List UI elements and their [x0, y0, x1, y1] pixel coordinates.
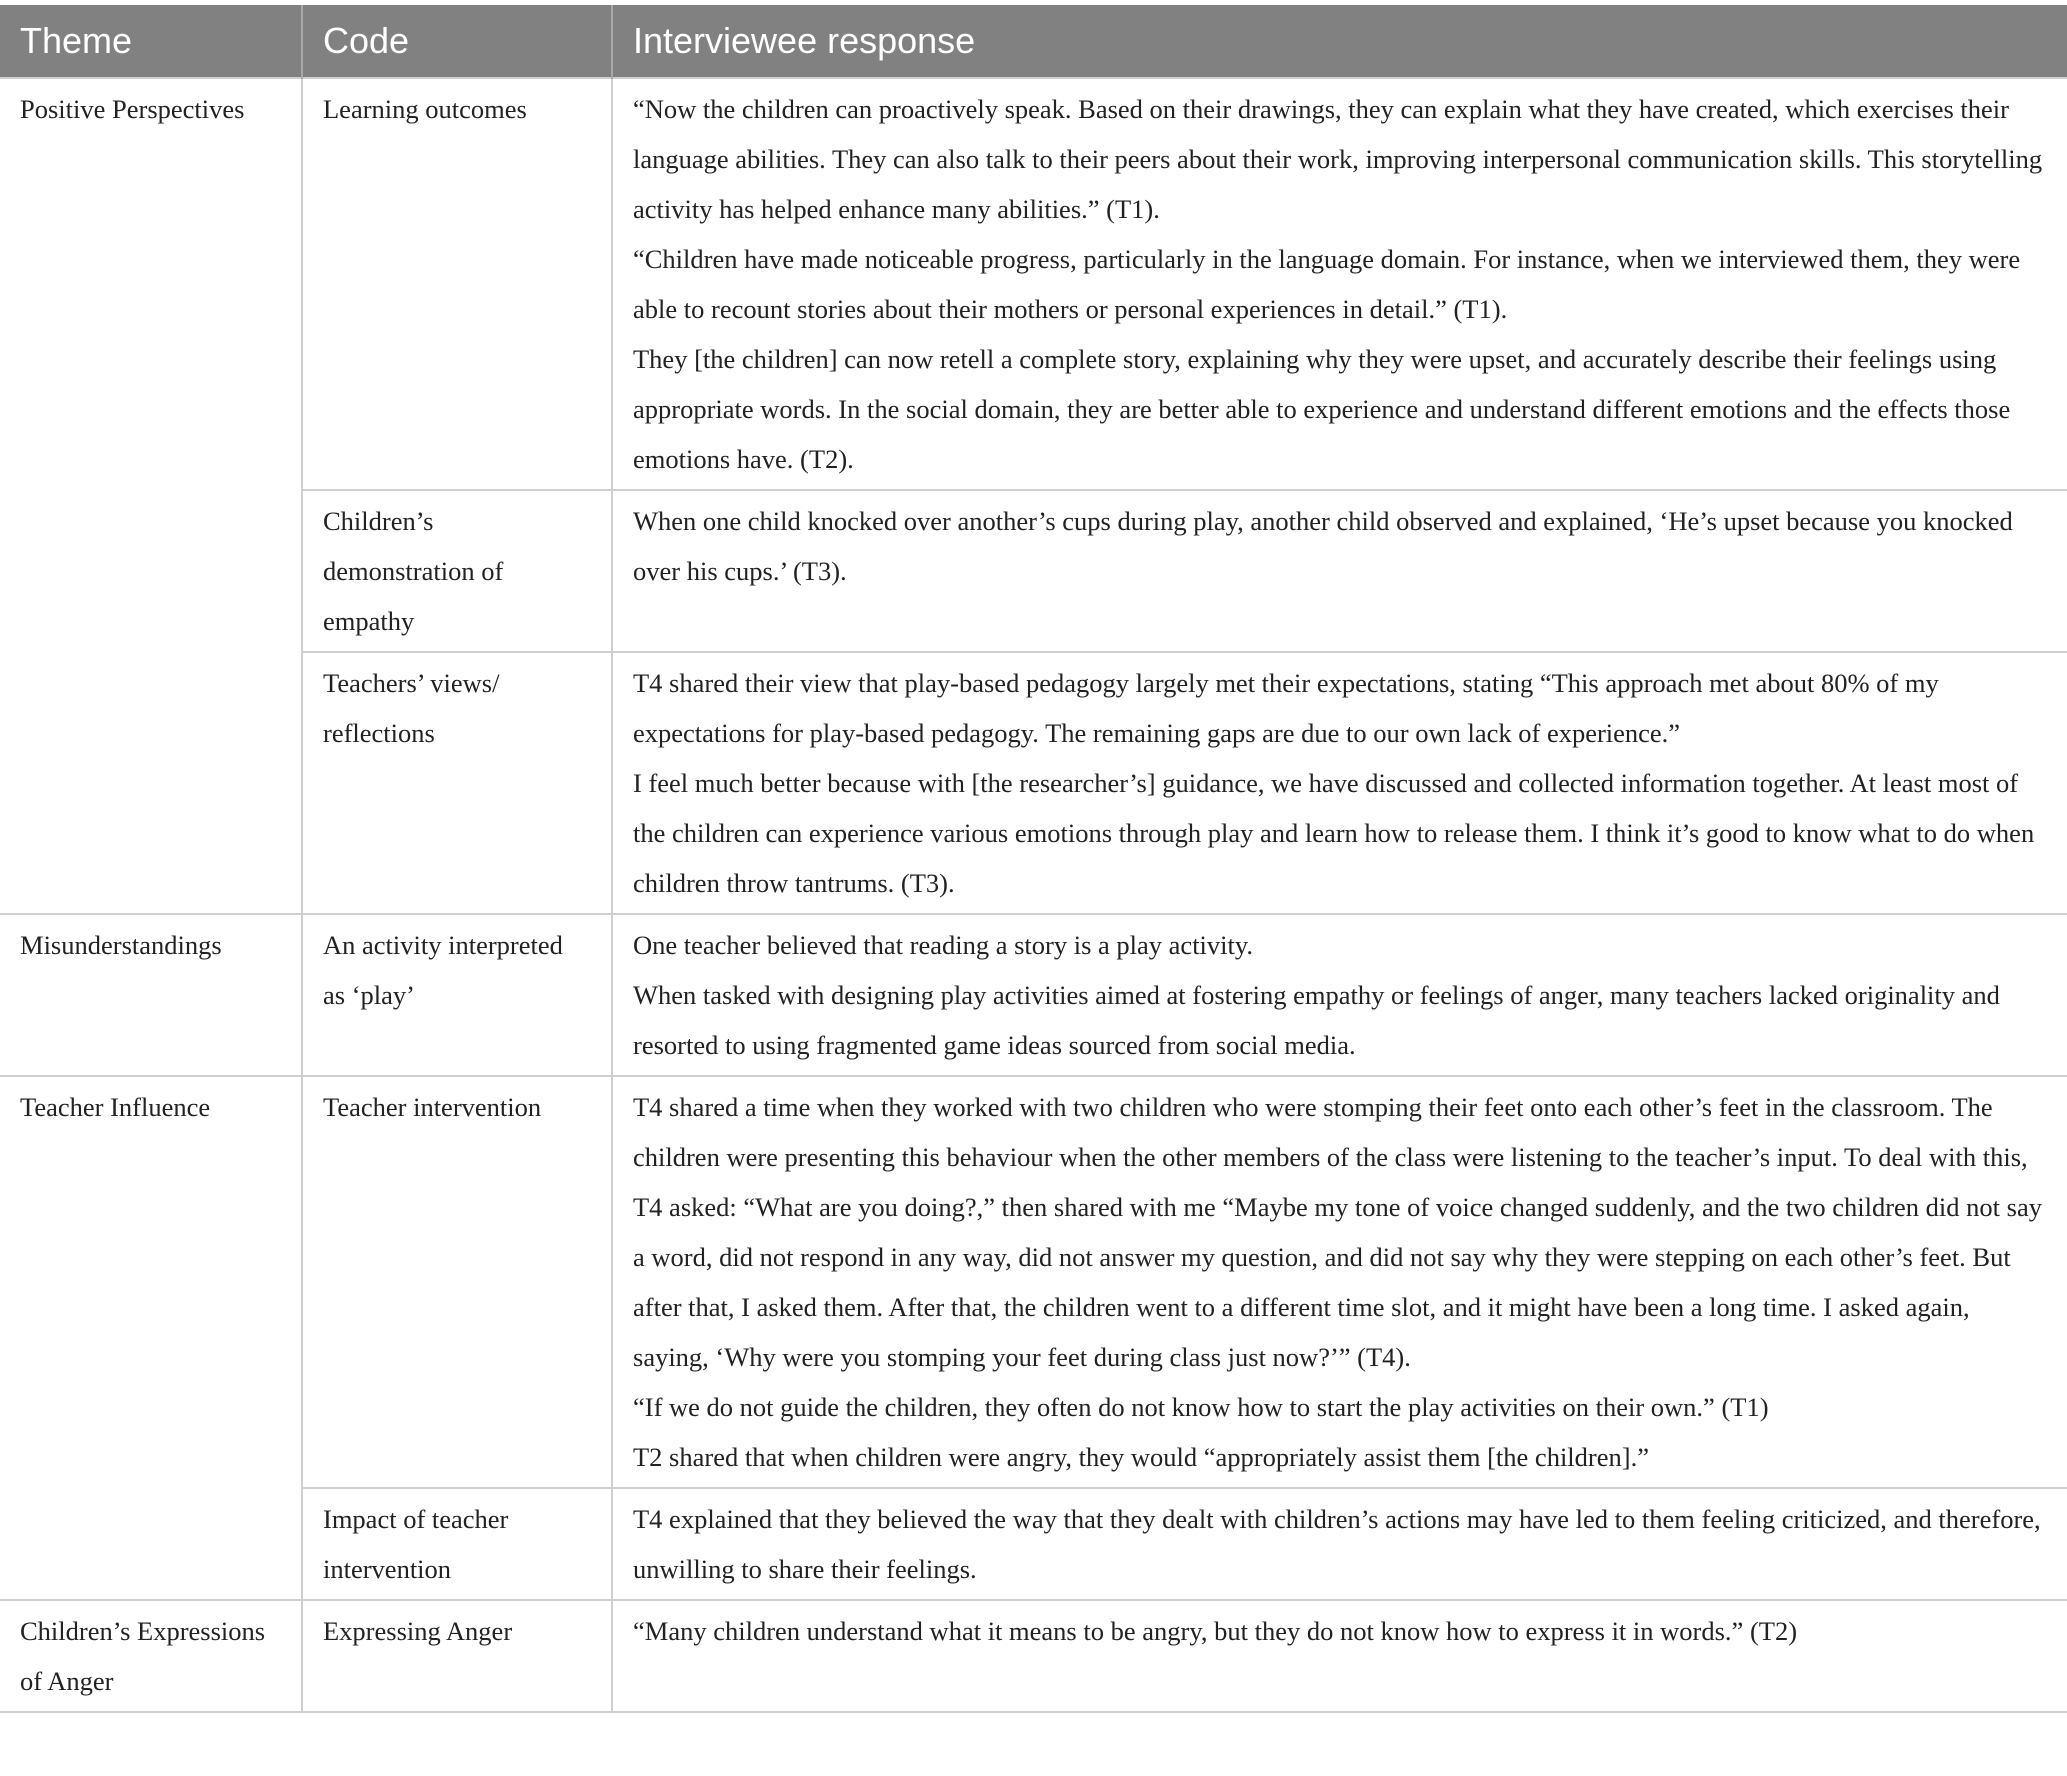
- response-cell: [612, 1600, 2067, 1712]
- header-code: Code: [302, 5, 612, 78]
- response-paragraph: One teacher believed that reading a story is a play activity.: [633, 930, 1254, 960]
- code-cell: Children’s demonstration of empathy: [302, 490, 612, 652]
- code-cell: An activity interpreted as ‘play’: [302, 914, 612, 1076]
- response-cell: [612, 1488, 2067, 1600]
- response-paragraph: When tasked with designing play activities aimed at fostering empathy or feelings of anger, many teachers lacked originality and resorted to using fragmented game ideas sourced from social media.: [633, 980, 2000, 1060]
- table-row: [0, 1076, 2067, 1488]
- response-paragraph: “Now the children can proactively speak. Based on their drawings, they can explain what they have created, which exercises their language abilities. They can also talk to their peers about their work, improving interpersonal communication skills. This storytelling activity has helped enhance many abilities.” (T1).: [633, 94, 2043, 224]
- theme-cell: Positive Perspectives: [0, 78, 302, 914]
- code-cell: Expressing Anger: [302, 1600, 612, 1712]
- code-cell: Teachers’ views/ reflections: [302, 652, 612, 914]
- code-cell: Learning outcomes: [302, 78, 612, 490]
- header-response: Interviewee response: [612, 5, 2067, 78]
- theme-cell: Teacher Influence: [0, 1076, 302, 1600]
- table-row: [0, 490, 2067, 652]
- response-paragraph: T4 explained that they believed the way that they dealt with children’s actions may have led to them feeling criticized, and therefore, unwilling to share their feelings.: [633, 1504, 2041, 1584]
- response-paragraph: T4 shared a time when they worked with two children who were stomping their feet onto each other’s feet in the classroom. The children were presenting this behaviour when the other members of the class were listening to the teacher’s input. To deal with this, T4 asked: “What are you doing?,” then shared with me “Maybe my tone of voice changed suddenly, and the two children did not say a word, did not respond in any way, did not answer my question, and did not say why they were stepping on each other’s feet. But after that, I asked them. After that, the children went to a different time slot, and it might have been a long time. I asked again, saying, ‘Why were you stomping your feet during class just now?’” (T4).: [633, 1092, 2042, 1372]
- response-cell: [612, 652, 2067, 914]
- response-paragraph: “If we do not guide the children, they often do not know how to start the play activities on their own.” (T1): [633, 1392, 1769, 1422]
- response-cell: [612, 78, 2067, 490]
- response-cell: [612, 914, 2067, 1076]
- header-row: [0, 5, 2067, 78]
- response-paragraph: T4 shared their view that play-based pedagogy largely met their expectations, stating “This approach met about 80% of my expectations for play-based pedagogy. The remaining gaps are due to our own lack of experience.”: [633, 668, 1939, 748]
- table-row: [0, 914, 2067, 1076]
- response-paragraph: T2 shared that when children were angry, they would “appropriately assist them [the children].”: [633, 1442, 1649, 1472]
- response-paragraph: “Children have made noticeable progress, particularly in the language domain. For instance, when we interviewed them, they were able to recount stories about their mothers or personal experiences in detail.” (T1).: [633, 244, 2021, 324]
- response-cell: [612, 1076, 2067, 1488]
- code-cell: Teacher intervention: [302, 1076, 612, 1488]
- table-row: [0, 1488, 2067, 1600]
- response-paragraph: “Many children understand what it means to be angry, but they do not know how to express it in words.” (T2): [633, 1616, 1798, 1646]
- response-paragraph: They [the children] can now retell a complete story, explaining why they were upset, and accurately describe their feelings using appropriate words. In the social domain, they are better able to experience and understand different emotions and the effects those emotions have. (T2).: [633, 344, 2011, 474]
- code-cell: Impact of teacher intervention: [302, 1488, 612, 1600]
- header-theme: Theme: [0, 5, 302, 78]
- table-row: [0, 78, 2067, 490]
- table-row: [0, 652, 2067, 914]
- table-row: [0, 1600, 2067, 1712]
- response-paragraph: I feel much better because with [the researcher’s] guidance, we have discussed and collected information together. At least most of the children can experience various emotions through play and learn how to release them. I think it’s good to know what to do when children throw tantrums. (T3).: [633, 768, 2035, 898]
- theme-cell: Children’s Expressions of Anger: [0, 1600, 302, 1712]
- theme-cell: Misunderstandings: [0, 914, 302, 1076]
- response-cell: [612, 490, 2067, 652]
- response-paragraph: When one child knocked over another’s cups during play, another child observed and explained, ‘He’s upset because you knocked over his cups.’ (T3).: [633, 506, 2013, 586]
- themes-table: [0, 5, 2067, 1713]
